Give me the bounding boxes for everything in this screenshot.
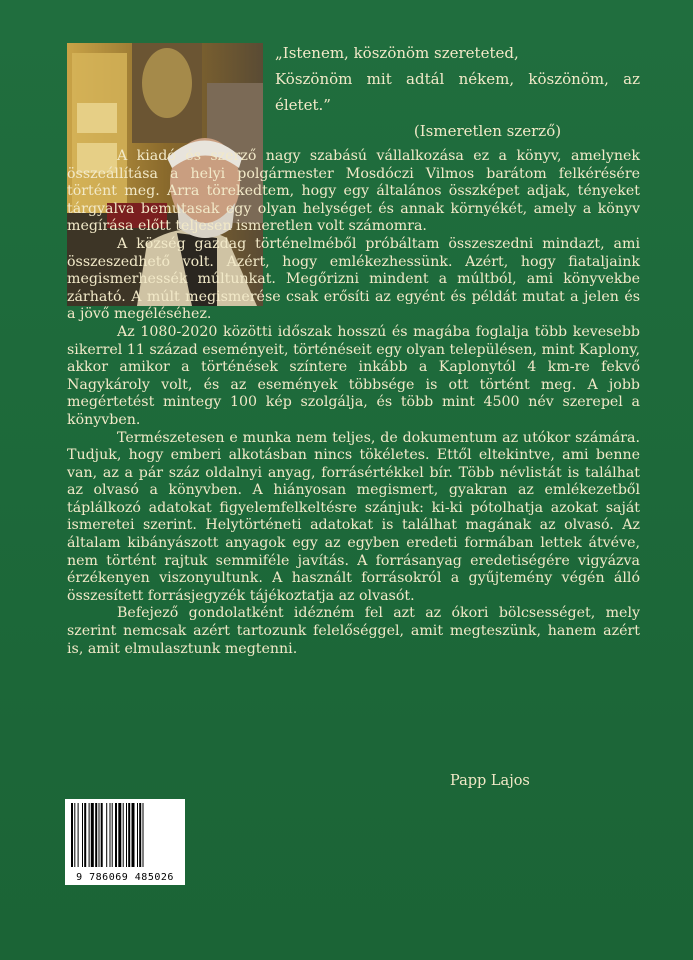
barcode-bar [84, 803, 86, 867]
barcode-bar [91, 803, 94, 867]
quote-line-3: életet.” [275, 96, 331, 114]
barcode-bar [99, 803, 100, 867]
barcode-bar [112, 803, 113, 867]
barcode-bar [143, 803, 144, 867]
quote-line-1: „Istenem, köszönöm szereteted, [275, 44, 519, 62]
barcode-bar [132, 803, 135, 867]
barcode-bar [126, 803, 127, 867]
barcode-bar [106, 803, 107, 867]
barcode-bars [65, 799, 185, 871]
barcode-bar [74, 803, 75, 867]
opening-quote [275, 40, 640, 144]
barcode-bar [139, 803, 141, 867]
isbn-barcode [65, 799, 185, 885]
paragraph-2: A község gazdag történelméből próbáltam összeszedni mindazt, ami összeszedhető volt. Azért, hogy emlékezhessünk. Azért, hogy fiataljaink megismerhessék múltunkat. Megőrizni mindent a múltból, ami könyvekbe zárható. A múlt megismerése csak erősíti az egyént és példát mutat a jelen és a jövő megéléséhez. [67, 235, 640, 323]
quote-line-2: Köszönöm mit adtál nékem, köszönöm, az [275, 70, 640, 88]
paragraph-1: A kiadó és szerző nagy szabású vállalkozása ez a könyv, amelynek összeállítása a helyi polgármester Mosdóczi Vilmos barátom felkérésére történt meg. Arra törekedtem, hogy egy általános összképet adjak, tényeket tárgyalva bemutasak egy olyan helységet és annak környékét, amely a könyv megírása előtt teljesen ismeretlen volt számomra. [67, 148, 640, 235]
barcode-bar [115, 803, 117, 867]
barcode-bar [118, 803, 121, 867]
barcode-bar [101, 803, 103, 867]
barcode-bar [71, 803, 73, 867]
barcode-bar [110, 803, 111, 867]
barcode-bar [137, 803, 138, 867]
barcode-bar [95, 803, 97, 867]
author-signature: Papp Lajos [450, 773, 530, 789]
blurb-text [67, 148, 640, 658]
barcode-bar [89, 803, 90, 867]
paragraph-3: Az 1080-2020 közötti időszak hosszú és magába foglalja több kevesebb sikerrel 11 század eseményeit, történéseit egy olyan településen, mint Kaplony, akkor amikor a történések színtere inkább a Kaplonytól 4 km-re fekvő Nagykároly volt, és az események többsége is ott történt meg. A jobb megértetést mintegy 100 kép szolgálja, és több mint 4500 név szerepel a könyvben. [67, 323, 640, 428]
quote-author: (Ismeretlen szerző) [413, 122, 562, 140]
barcode-bar [82, 803, 83, 867]
paragraph-4: Természetesen e munka nem teljes, de dokumentum az utókor számára. Tudjuk, hogy emberi alkotásban nincs tökéletes. Ettől eltekintve, ami benne van, az a pár száz oldalnyi anyag, forrásértékkel bír. Több névlistát is találhat az olvasó a könyvben. A hiányosan megismert, gyakran az emlékezetből táplálkozó adatokat figyelemfelkeltésre szánjuk: ki-ki pótolhatja azokat saját ismeretei szerint. Helytörténeti adatokat is találhat magának az olvasó. Az általam kibányászott anyagok egy az egyben eredeti formában lettek átvéve, nem történt rajtuk semmiféle javítás. A forrásanyag eredetiségére vigyázva érzékenyen viszonyultunk. A használt forrásokról a gyűjtemény végén álló összesített forrásjegyzék tájékoztatja az olvasót. [67, 429, 640, 604]
barcode-bar [78, 803, 79, 867]
barcode-bar [128, 803, 130, 867]
paragraph-5: Befejező gondolatként idézném fel azt az ókori bölcsességet, mely szerint nemcsak azért tartozunk felelőséggel, amit megteszünk, hanem azért is, amit elmulasztunk megtenni. [67, 605, 640, 657]
barcode-bar [123, 803, 124, 867]
isbn-number: 9 786069 485026 [76, 872, 174, 883]
